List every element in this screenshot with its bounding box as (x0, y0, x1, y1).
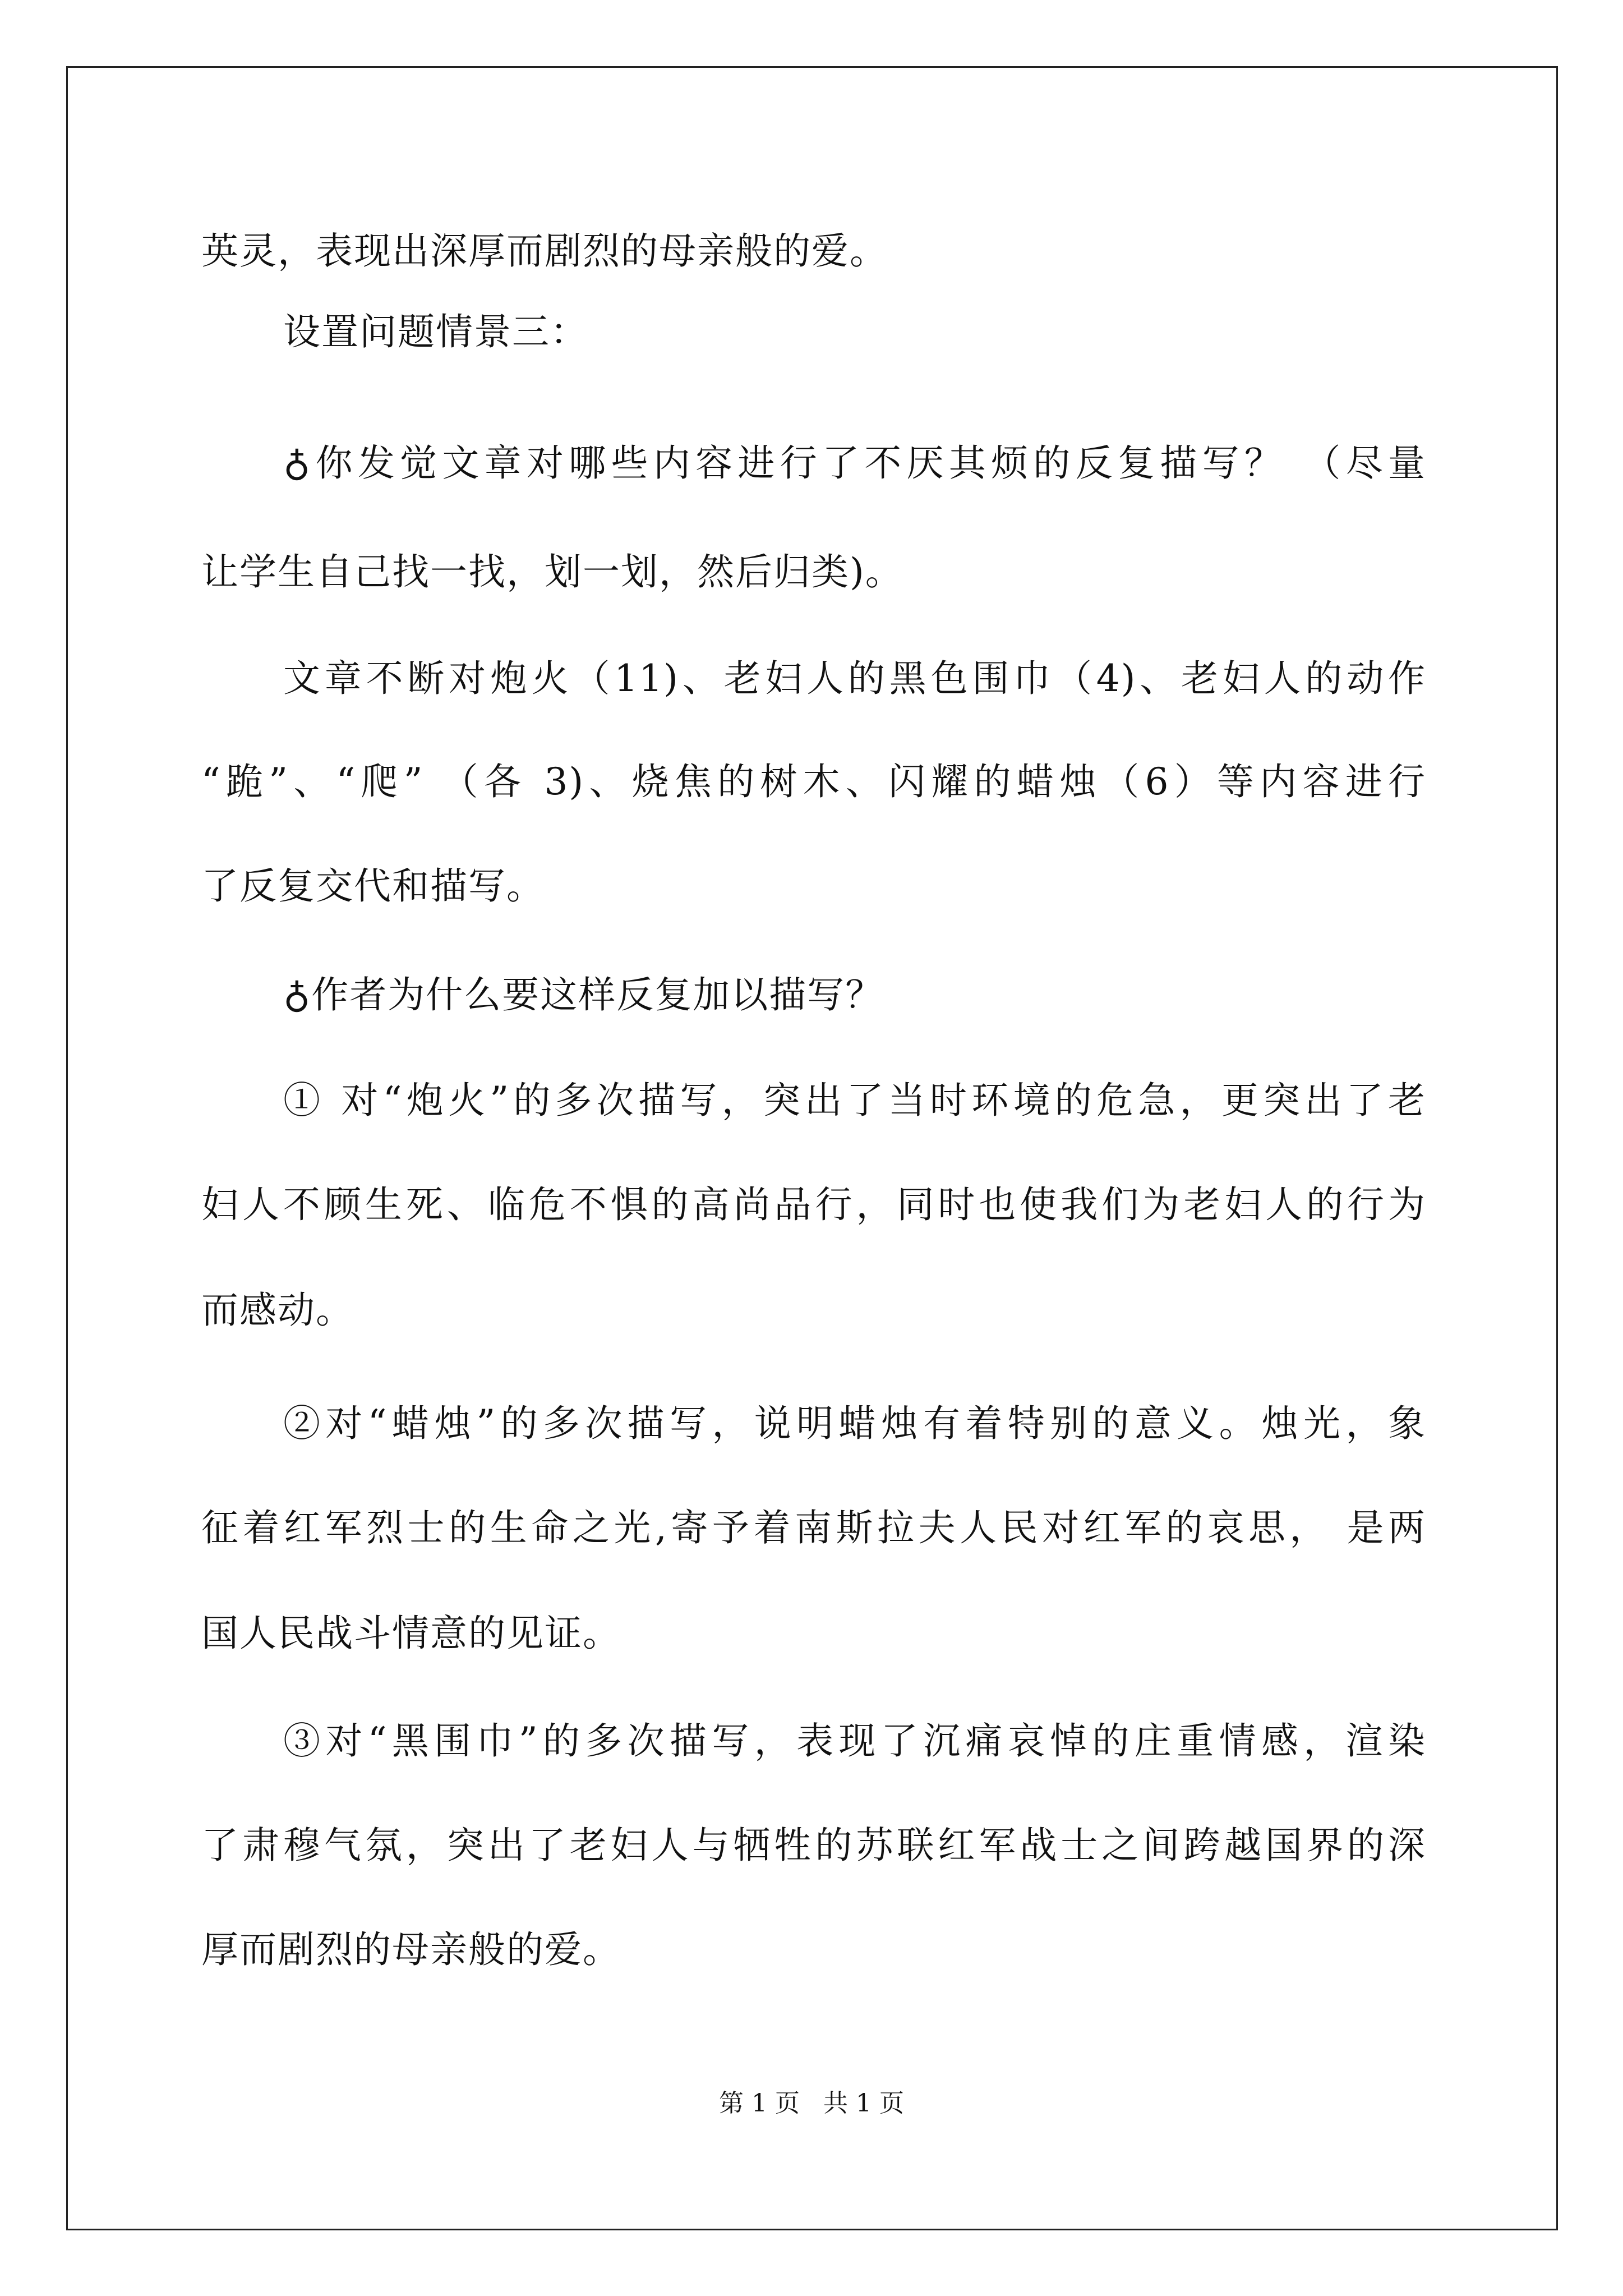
text-line: ① 对“炮火”的多次描写，突出了当时环境的危急，更突出了老 (283, 1079, 1426, 1122)
page-border (66, 66, 1558, 2230)
text-line: 征着红军烈士的生命之光,寄予着南斯拉夫人民对红军的哀思， 是两 (201, 1506, 1426, 1549)
text-line: ♁作者为什么要这样反复加以描写？ (283, 973, 884, 1016)
text-line: 妇人不顾生死、临危不惧的高尚品行，同时也使我们为老妇人的行为 (201, 1183, 1426, 1226)
text-line: 了肃穆气氛，突出了老妇人与牺牲的苏联红军战士之间跨越国界的深 (201, 1824, 1426, 1867)
text-line: 厚而剧烈的母亲般的爱。 (201, 1928, 621, 1971)
text-line: ♁你发觉文章对哪些内容进行了不厌其烦的反复描写？ （尽量 (283, 441, 1426, 485)
page-footer: 第 1 页 共 1 页 (719, 2089, 904, 2118)
text-line: 而感动。 (201, 1289, 354, 1332)
text-line: “跪”、“爬” （各 3)、烧焦的树木、闪耀的蜡烛（6）等内容进行 (201, 760, 1426, 803)
text-line: 英灵，表现出深厚而剧烈的母亲般的爱。 (201, 229, 888, 273)
text-line: ③对“黑围巾”的多次描写，表现了沉痛哀悼的庄重情感，渲染 (283, 1719, 1426, 1763)
text-line: 文章不断对炮火（11)、老妇人的黑色围巾（4)、老妇人的动作 (283, 657, 1426, 700)
text-line: 了反复交代和描写。 (201, 864, 545, 908)
text-line: ②对“蜡烛”的多次描写，说明蜡烛有着特别的意义。烛光，象 (283, 1402, 1426, 1445)
text-line: 设置问题情景三： (283, 310, 588, 353)
text-line: 让学生自己找一找，划一划，然后归类)。 (201, 550, 903, 593)
text-line: 国人民战斗情意的见证。 (201, 1612, 621, 1655)
